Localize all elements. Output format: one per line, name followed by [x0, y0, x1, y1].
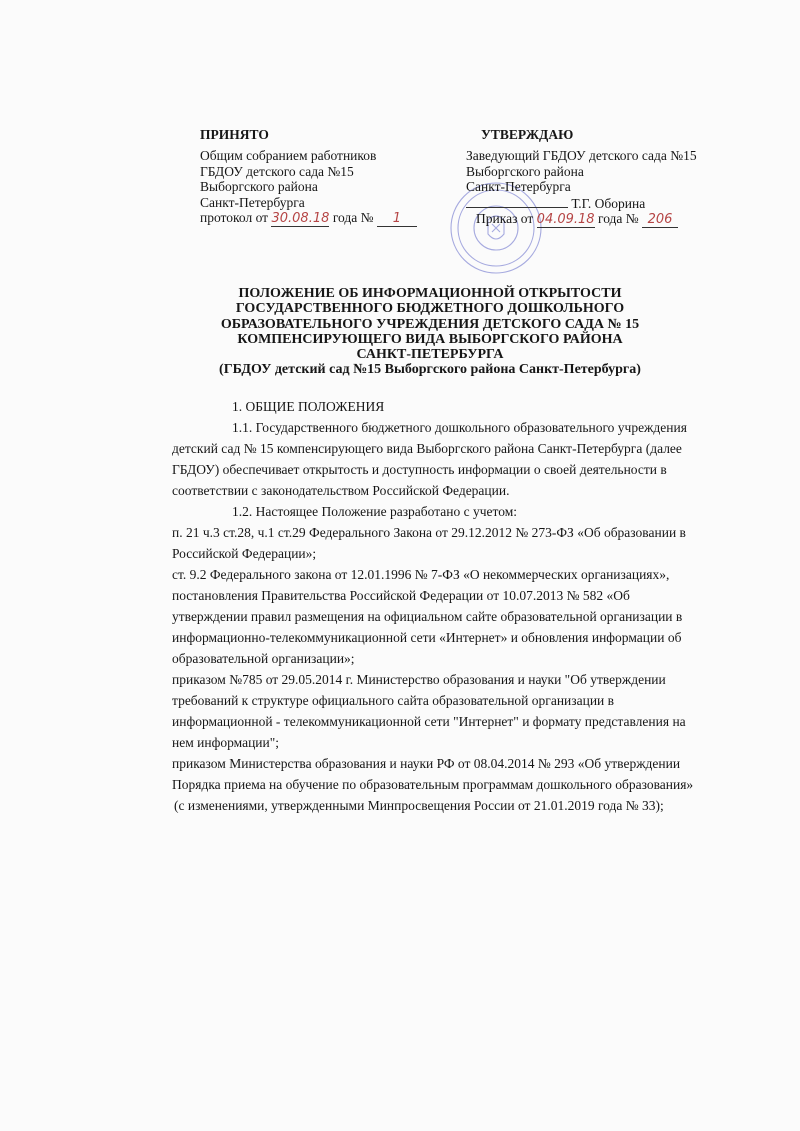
paragraph-2-line-12: приказом Министерства образования и науки РФ от 08.04.2014 № 293 «Об утверждении	[172, 756, 681, 771]
document-title	[150, 286, 710, 378]
title-line-5: САНКТ-ПЕТЕРБУРГА	[356, 347, 504, 363]
protocol-date: 30.08.18	[271, 211, 330, 227]
paragraph-2-line-8: приказом №785 от 29.05.2014 г. Министерство образования и науки "Об утверждении	[172, 672, 666, 687]
title-line-1: ПОЛОЖЕНИЕ ОБ ИНФОРМАЦИОННОЙ ОТКРЫТОСТИ	[238, 286, 622, 301]
signature-line	[466, 195, 697, 211]
paragraph-2-line-6: информационно-телекоммуникационной сети «Интернет» и обновления информации об	[172, 630, 682, 645]
approval-block-left	[200, 127, 417, 227]
paragraph-2-line-1: п. 21 ч.3 ст.28, ч.1 ст.29 Федерального Закона от 29.12.2012 № 273-ФЗ «Об образовании в	[172, 525, 686, 540]
approved-line-4: Санкт-Петербурга	[200, 194, 305, 210]
title-line-6: (ГБДОУ детский сад №15 Выборгского района Санкт-Петербурга)	[219, 362, 641, 378]
section-heading: 1. ОБЩИЕ ПОЛОЖЕНИЯ	[232, 399, 385, 414]
title-line-3: ОБРАЗОВАТЕЛЬНОГО УЧРЕЖДЕНИЯ ДЕТСКОГО САДА № 15	[220, 316, 640, 332]
approved-line-2: ГБДОУ детского сада №15	[200, 163, 354, 179]
protocol-number: 1	[377, 211, 417, 227]
approve-heading: УТВЕРЖДАЮ	[481, 127, 574, 142]
approve-line-2: Выборгского района	[466, 163, 584, 179]
paragraph-2-line-10: информационной - телекоммуникационной сети "Интернет" и формату представления на	[172, 714, 686, 729]
approved-line-1: Общим собранием работников	[200, 148, 377, 164]
paragraph-2-line-9: требований к структуре официального сайта образовательной организации в	[172, 693, 615, 708]
paragraph-2-line-11: нем информации";	[172, 735, 280, 750]
title-line-2: ГОСУДАРСТВЕННОГО БЮДЖЕТНОГО ДОШКОЛЬНОГО	[235, 301, 625, 317]
paragraph-2-line-4: постановления Правительства Российской Федерации от 10.07.2013 № 582 «Об	[172, 588, 630, 603]
paragraph-1-line-1: 1.1. Государственного бюджетного дошкольного образовательного учреждения	[232, 420, 687, 435]
approve-line-1: Заведующий ГБДОУ детского сада №15	[466, 148, 697, 164]
order-number: 206	[642, 212, 678, 228]
order-date: 04.09.18	[536, 212, 595, 228]
approval-block-right	[466, 127, 697, 228]
paragraph-2-line-7: образовательной организации»;	[172, 651, 355, 666]
signer-name: Т.Г. Оборина	[571, 195, 646, 211]
title-line-4: КОМПЕНСИРУЮЩЕГО ВИДА ВЫБОРГСКОГО РАЙОНА	[237, 331, 623, 347]
paragraph-2-line-14: (с изменениями, утвержденными Минпросвещения России от 21.01.2019 года № 33);	[174, 798, 664, 813]
paragraph-1-line-2: детский сад № 15 компенсирующего вида Выборгского района Санкт-Петербурга (далее	[172, 441, 682, 456]
paragraph-2-line-2: Российской Федерации»;	[172, 546, 317, 561]
protocol-line	[200, 210, 417, 227]
approve-line-3: Санкт-Петербурга	[466, 179, 571, 195]
paragraph-2-intro: 1.2. Настоящее Положение разработано с учетом:	[232, 504, 518, 519]
order-line	[476, 211, 697, 228]
protocol-prefix: протокол от	[200, 210, 269, 226]
approved-line-3: Выборгского района	[200, 179, 318, 195]
paragraph-1-line-3: ГБДОУ) обеспечивает открытость и доступность информации о своей деятельности в	[172, 462, 667, 477]
paragraph-2-line-3: ст. 9.2 Федерального закона от 12.01.1996 № 7-ФЗ «О некоммерческих организациях»,	[172, 567, 670, 582]
paragraph-1-line-4: соответствии с законодательством Российской Федерации.	[172, 483, 510, 498]
approved-heading: ПРИНЯТО	[200, 127, 269, 142]
paragraph-2-line-13: Порядка приема на обучение по образовательным программам дошкольного образования»	[172, 777, 694, 792]
signature-blank	[466, 195, 568, 208]
protocol-mid: года №	[332, 210, 374, 226]
document-body	[172, 396, 694, 816]
order-mid: года №	[598, 211, 639, 227]
order-prefix: Приказ от	[476, 211, 534, 227]
paragraph-2-line-5: утверждении правил размещения на официальном сайте образовательной организации в	[172, 609, 683, 624]
